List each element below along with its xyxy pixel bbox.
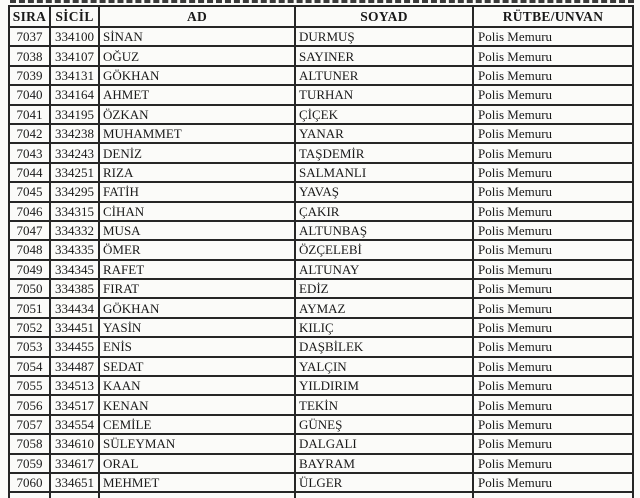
table-row xyxy=(9,395,633,414)
cell-soyad: ALTUNAY xyxy=(295,260,473,279)
table-row xyxy=(9,105,633,124)
cell-sira: 7045 xyxy=(9,182,50,201)
cell-sicil: 334610 xyxy=(50,434,99,453)
cell-ad: ORAL xyxy=(99,454,295,473)
cell-soyad: TAŞDEMİR xyxy=(295,143,473,162)
cell-ad: DENİZ xyxy=(99,143,295,162)
cell-sira: 7056 xyxy=(9,395,50,414)
table-row xyxy=(9,337,633,356)
cell-unvan: Polis Memuru xyxy=(473,298,633,317)
cell-soyad: KILIÇ xyxy=(295,318,473,337)
table-row xyxy=(9,376,633,395)
cell-unvan: Polis Memuru xyxy=(473,182,633,201)
cell-ad: SEDAT xyxy=(99,357,295,376)
table-row xyxy=(9,124,633,143)
cell-soyad: SAYINER xyxy=(295,46,473,65)
cell-soyad: GÜNEŞ xyxy=(295,415,473,434)
cell-unvan: Polis Memuru xyxy=(473,260,633,279)
table-row xyxy=(9,221,633,240)
cell-unvan: Polis Memuru xyxy=(473,202,633,221)
cell-sira: 7059 xyxy=(9,454,50,473)
cell-soyad: YAVAŞ xyxy=(295,182,473,201)
cell-sicil: 334487 xyxy=(50,357,99,376)
table-row xyxy=(9,298,633,317)
cell-sira: 7050 xyxy=(9,279,50,298)
column-header-ad: AD xyxy=(99,6,295,27)
cell-sicil: 334651 xyxy=(50,473,99,492)
cell-sira: 7039 xyxy=(9,66,50,85)
cell-sicil: 334335 xyxy=(50,240,99,259)
column-header-rutbe-unvan: RÜTBE/UNVAN xyxy=(473,6,633,27)
cell-soyad: BAYRAM xyxy=(295,454,473,473)
cell-sira: 7051 xyxy=(9,298,50,317)
cell-sicil: 334332 xyxy=(50,221,99,240)
table-row-partial xyxy=(9,492,633,498)
cell-sira: 7049 xyxy=(9,260,50,279)
cell-sira: 7060 xyxy=(9,473,50,492)
cell-ad: KAAN xyxy=(99,376,295,395)
cell-soyad: ÜLGER xyxy=(295,473,473,492)
cell-soyad: DAŞBİLEK xyxy=(295,337,473,356)
cell-ad: RAFET xyxy=(99,260,295,279)
cell-unvan: Polis Memuru xyxy=(473,105,633,124)
cell-sicil: 334385 xyxy=(50,279,99,298)
table-row xyxy=(9,46,633,65)
cell-sira: 7058 xyxy=(9,434,50,453)
cell-soyad: TEKİN xyxy=(295,395,473,414)
table-row xyxy=(9,163,633,182)
cell-unvan: Polis Memuru xyxy=(473,434,633,453)
cell-ad: OĞUZ xyxy=(99,46,295,65)
cell-unvan: Polis Memuru xyxy=(473,279,633,298)
cell-ad: RIZA xyxy=(99,163,295,182)
cell-unvan: Polis Memuru xyxy=(473,46,633,65)
cell-sira: 7052 xyxy=(9,318,50,337)
table-body xyxy=(9,27,633,498)
cell-soyad: ALTUNER xyxy=(295,66,473,85)
header-row xyxy=(9,6,633,27)
table-row xyxy=(9,318,633,337)
cell-sira: 7055 xyxy=(9,376,50,395)
cell-sicil: 334164 xyxy=(50,85,99,104)
table-row xyxy=(9,66,633,85)
table-row xyxy=(9,143,633,162)
cell-ad: MUSA xyxy=(99,221,295,240)
cell-sicil: 334513 xyxy=(50,376,99,395)
cell-unvan: Polis Memuru xyxy=(473,163,633,182)
cell-sicil: 334195 xyxy=(50,105,99,124)
cell-soyad: YILDIRIM xyxy=(295,376,473,395)
cell-unvan: Polis Memuru xyxy=(473,454,633,473)
cell-sicil: 334617 xyxy=(50,454,99,473)
table-row xyxy=(9,260,633,279)
cell-soyad: ÇAKIR xyxy=(295,202,473,221)
table-row xyxy=(9,415,633,434)
cell-unvan: Polis Memuru xyxy=(473,337,633,356)
table-row xyxy=(9,27,633,46)
cell-ad: CEMİLE xyxy=(99,415,295,434)
cell-sira: 7054 xyxy=(9,357,50,376)
table-row xyxy=(9,454,633,473)
cell-unvan: Polis Memuru xyxy=(473,143,633,162)
cell-sicil: 334455 xyxy=(50,337,99,356)
cell-sicil: 334295 xyxy=(50,182,99,201)
cell-unvan: Polis Memuru xyxy=(473,85,633,104)
table-row xyxy=(9,434,633,453)
cell-ad: YASİN xyxy=(99,318,295,337)
cell-sicil: 334243 xyxy=(50,143,99,162)
cell-unvan: Polis Memuru xyxy=(473,376,633,395)
personnel-roster-table xyxy=(8,5,634,498)
cell-soyad-empty xyxy=(295,492,473,498)
cell-sira-empty xyxy=(9,492,50,498)
scan-top-border-artifact xyxy=(10,0,634,3)
cell-ad: AHMET xyxy=(99,85,295,104)
table-row xyxy=(9,182,633,201)
cell-ad-empty xyxy=(99,492,295,498)
cell-sira: 7057 xyxy=(9,415,50,434)
cell-sira: 7042 xyxy=(9,124,50,143)
table-row xyxy=(9,473,633,492)
cell-ad: SÜLEYMAN xyxy=(99,434,295,453)
cell-sicil: 334100 xyxy=(50,27,99,46)
cell-unvan: Polis Memuru xyxy=(473,221,633,240)
cell-sira: 7040 xyxy=(9,85,50,104)
cell-ad: ÖZKAN xyxy=(99,105,295,124)
cell-sicil: 334251 xyxy=(50,163,99,182)
cell-ad: FIRAT xyxy=(99,279,295,298)
cell-soyad: AYMAZ xyxy=(295,298,473,317)
cell-soyad: DALGALI xyxy=(295,434,473,453)
cell-soyad: EDİZ xyxy=(295,279,473,298)
cell-ad: FATİH xyxy=(99,182,295,201)
cell-sira: 7048 xyxy=(9,240,50,259)
cell-sicil: 334315 xyxy=(50,202,99,221)
cell-ad: ÖMER xyxy=(99,240,295,259)
cell-ad: CİHAN xyxy=(99,202,295,221)
cell-soyad: YALÇIN xyxy=(295,357,473,376)
cell-sira: 7046 xyxy=(9,202,50,221)
cell-sicil-empty xyxy=(50,492,99,498)
cell-sicil: 334451 xyxy=(50,318,99,337)
cell-sicil: 334131 xyxy=(50,66,99,85)
table-row xyxy=(9,279,633,298)
cell-unvan: Polis Memuru xyxy=(473,318,633,337)
cell-unvan: Polis Memuru xyxy=(473,27,633,46)
cell-unvan: Polis Memuru xyxy=(473,415,633,434)
cell-sira: 7053 xyxy=(9,337,50,356)
cell-soyad: TURHAN xyxy=(295,85,473,104)
cell-sicil: 334107 xyxy=(50,46,99,65)
cell-ad: MEHMET xyxy=(99,473,295,492)
cell-soyad: SALMANLI xyxy=(295,163,473,182)
cell-sicil: 334517 xyxy=(50,395,99,414)
cell-soyad: YANAR xyxy=(295,124,473,143)
table-row xyxy=(9,85,633,104)
column-header-sira: SIRA xyxy=(9,6,50,27)
cell-unvan: Polis Memuru xyxy=(473,357,633,376)
cell-sicil: 334434 xyxy=(50,298,99,317)
cell-sira: 7037 xyxy=(9,27,50,46)
cell-ad: GÖKHAN xyxy=(99,66,295,85)
cell-ad: KENAN xyxy=(99,395,295,414)
table-row xyxy=(9,240,633,259)
cell-unvan: Polis Memuru xyxy=(473,66,633,85)
cell-soyad: ALTUNBAŞ xyxy=(295,221,473,240)
cell-unvan: Polis Memuru xyxy=(473,124,633,143)
cell-sira: 7041 xyxy=(9,105,50,124)
cell-soyad: ÇİÇEK xyxy=(295,105,473,124)
cell-sira: 7044 xyxy=(9,163,50,182)
table-row xyxy=(9,202,633,221)
cell-soyad: DURMUŞ xyxy=(295,27,473,46)
cell-sicil: 334238 xyxy=(50,124,99,143)
cell-unvan-empty xyxy=(473,492,633,498)
cell-sira: 7043 xyxy=(9,143,50,162)
cell-unvan: Polis Memuru xyxy=(473,473,633,492)
cell-ad: SİNAN xyxy=(99,27,295,46)
cell-unvan: Polis Memuru xyxy=(473,395,633,414)
cell-unvan: Polis Memuru xyxy=(473,240,633,259)
cell-ad: GÖKHAN xyxy=(99,298,295,317)
cell-sicil: 334345 xyxy=(50,260,99,279)
cell-sira: 7038 xyxy=(9,46,50,65)
cell-sira: 7047 xyxy=(9,221,50,240)
column-header-sicil: SİCİL xyxy=(50,6,99,27)
table-row xyxy=(9,357,633,376)
table-header xyxy=(9,6,633,27)
cell-ad: MUHAMMET xyxy=(99,124,295,143)
column-header-soyad: SOYAD xyxy=(295,6,473,27)
cell-ad: ENİS xyxy=(99,337,295,356)
cell-sicil: 334554 xyxy=(50,415,99,434)
cell-soyad: ÖZÇELEBİ xyxy=(295,240,473,259)
